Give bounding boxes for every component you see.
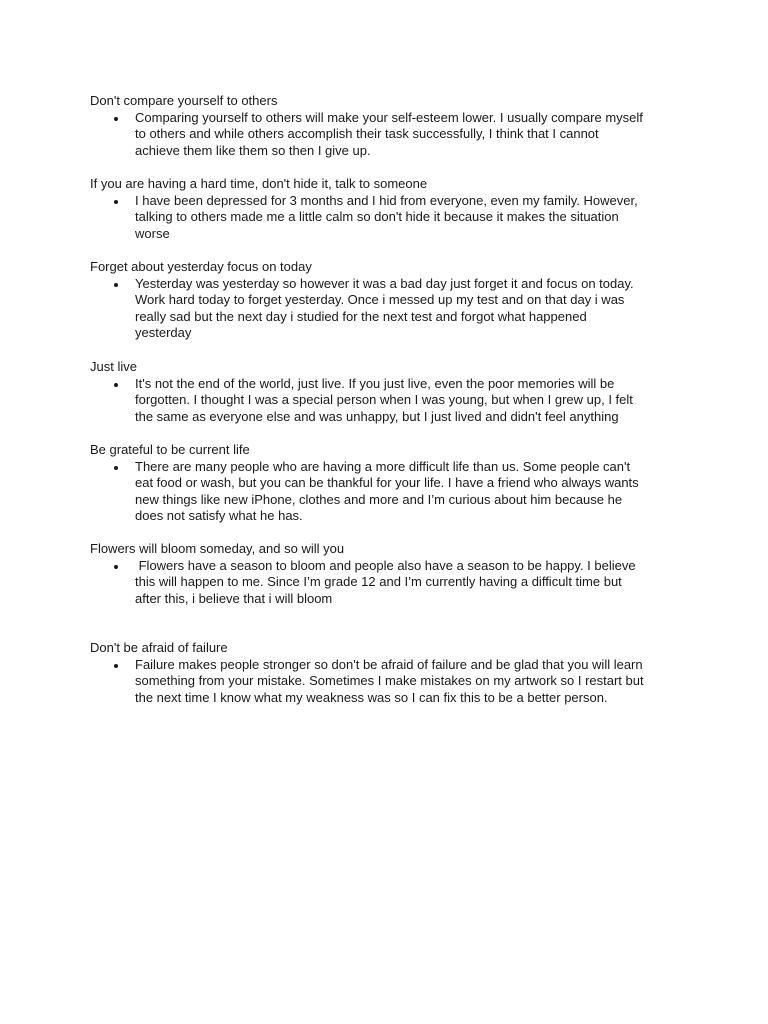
paragraph-line: Comparing yourself to others will make your self-esteem lower. I usually compare myself [135, 109, 643, 125]
section-be-grateful [90, 442, 690, 525]
paragraph-line: the next time I know what my weakness was so I can fix this to be a better person. [135, 689, 608, 705]
paragraph-line: Yesterday was yesterday so however it was a bad day just forget it and focus on today. [135, 275, 634, 291]
paragraph-line: achieve them like them so then I give up. [135, 142, 371, 158]
paragraph-line: yesterday [135, 325, 192, 341]
section-heading: Flowers will bloom someday, and so will you [90, 541, 345, 556]
list-item [90, 110, 690, 160]
paragraph-line: I have been depressed for 3 months and I hid from everyone, even my family. However, [135, 192, 638, 208]
bullet-icon [114, 283, 118, 287]
bullet-icon [114, 565, 118, 569]
paragraph-line: Work hard today to forget yesterday. Once i messed up my test and on that day i was [135, 292, 625, 308]
paragraph-line: does not satisfy what he has. [135, 508, 303, 524]
paragraph-line: Failure makes people stronger so don't be afraid of failure and be glad that you will learn [135, 656, 643, 672]
section-hard-time [90, 176, 690, 242]
section-afraid-of-failure [90, 640, 690, 706]
section-just-live [90, 359, 690, 425]
bullet-icon [114, 200, 118, 204]
section-dont-compare [90, 93, 690, 159]
bullet-list [90, 193, 690, 243]
paragraph-line: after this, i believe that i will bloom [135, 590, 333, 606]
paragraph-line: It's not the end of the world, just live. If you just live, even the poor memories will be [135, 375, 615, 391]
paragraph-line: something from your mistake. Sometimes I make mistakes on my artwork so I restart but [135, 673, 644, 689]
paragraph-line: really sad but the next day i studied for the next test and forgot what happened [135, 308, 587, 324]
paragraph-line: Flowers have a season to bloom and people also have a season to be happy. I believe [135, 557, 636, 573]
section-heading: Don't compare yourself to others [90, 93, 278, 108]
section-heading: Don't be afraid of failure [90, 640, 228, 655]
paragraph-line: There are many people who are having a more difficult life than us. Some people can't [135, 458, 631, 474]
bullet-icon [114, 664, 118, 668]
paragraph-line: talking to others made me a little calm so don't hide it because it makes the situation [135, 209, 619, 225]
list-item [90, 276, 690, 342]
section-forget-yesterday [90, 259, 690, 342]
bullet-list [90, 276, 690, 342]
bullet-icon [114, 117, 118, 121]
list-item [90, 459, 690, 525]
section-heading: Just live [90, 359, 137, 374]
paragraph-line: new things like new iPhone, clothes and more and I’m curious about him because he [135, 491, 623, 507]
list-item [90, 558, 690, 608]
bullet-icon [114, 383, 118, 387]
section-heading: If you are having a hard time, don't hide it, talk to someone [90, 176, 428, 191]
bullet-icon [114, 466, 118, 470]
bullet-list [90, 110, 690, 160]
section-flowers-bloom [90, 541, 690, 607]
paragraph-line: worse [135, 225, 170, 241]
paragraph-line: the same as everyone else and was unhappy, but I just lived and didn't feel anything [135, 408, 619, 424]
list-item [90, 193, 690, 243]
paragraph-line: this will happen to me. Since I’m grade 12 and I’m currently having a difficult time but [135, 574, 622, 590]
bullet-list [90, 657, 690, 707]
section-heading: Forget about yesterday focus on today [90, 259, 312, 274]
paragraph-line: eat food or wash, but you can be thankful for your life. I have a friend who always wants [135, 475, 639, 491]
paragraph-line: to others and while others accomplish their task successfully, I think that I cannot [135, 126, 599, 142]
paragraph-line: forgotten. I thought I was a special person when I was young, but when I grew up, I felt [135, 392, 633, 408]
bullet-list [90, 376, 690, 426]
section-heading: Be grateful to be current life [90, 442, 250, 457]
bullet-list [90, 558, 690, 608]
list-item [90, 657, 690, 707]
list-item [90, 376, 690, 426]
bullet-list [90, 459, 690, 525]
